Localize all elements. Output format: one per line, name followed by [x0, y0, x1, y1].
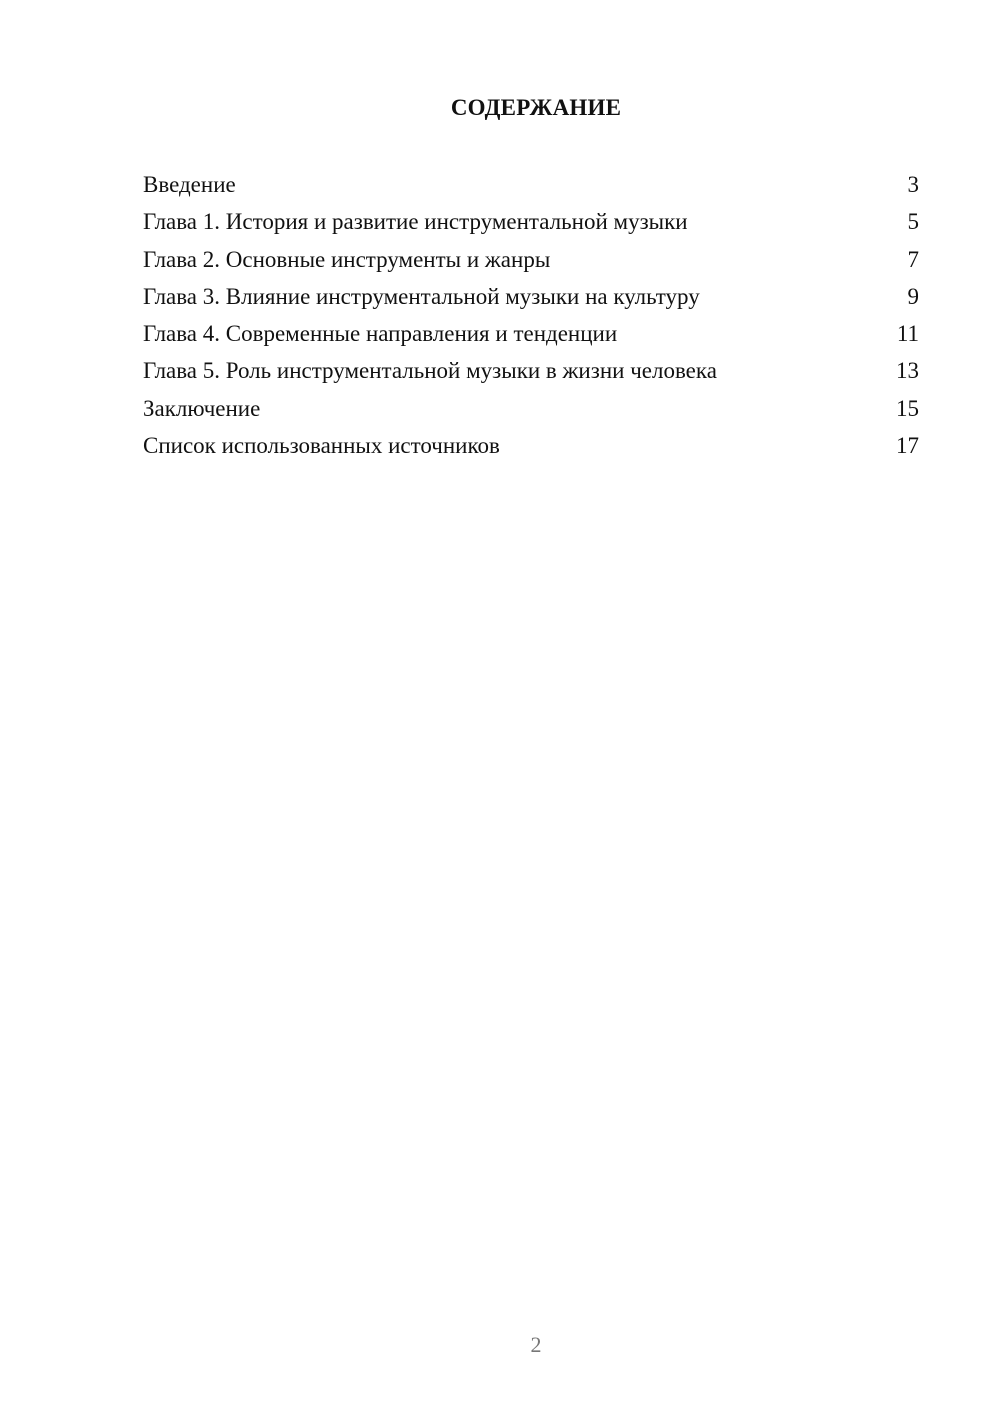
- toc-entry-chapter-3: [143, 282, 919, 319]
- toc-entry-page: 17: [896, 433, 919, 459]
- toc-entry-chapter-5: [143, 356, 919, 393]
- toc-entry-label: Глава 4. Современные направления и тенденции: [143, 321, 618, 347]
- toc-entry-page: 13: [896, 358, 919, 384]
- toc-entry-introduction: [143, 170, 919, 207]
- toc-entry-label: Введение: [143, 172, 236, 197]
- toc-entry-page: 3: [907, 172, 919, 197]
- toc-entry-chapter-1: [143, 207, 919, 244]
- toc-entry-conclusion: [143, 394, 919, 431]
- toc-entry-chapter-2: [143, 245, 919, 282]
- page-title: СОДЕРЖАНИЕ: [450, 95, 622, 120]
- toc-entry-label: Список использованных источников: [143, 433, 500, 459]
- toc-entry-label: Заключение: [143, 395, 261, 421]
- toc-entry-references: [143, 431, 919, 468]
- table-of-contents: [143, 170, 919, 468]
- toc-entry-label: Глава 5. Роль инструментальной музыки в жизни человека: [143, 358, 717, 384]
- toc-entry-page: 7: [907, 246, 919, 272]
- toc-entry-page: 9: [907, 283, 919, 309]
- toc-entry-label: Глава 2. Основные инструменты и жанры: [143, 246, 551, 272]
- toc-entry-page: 11: [896, 321, 919, 347]
- toc-entry-page: 5: [907, 209, 919, 235]
- toc-entry-chapter-4: [143, 319, 919, 356]
- page-number: 2: [530, 1332, 542, 1357]
- toc-entry-label: Глава 3. Влияние инструментальной музыки на культуру: [143, 283, 700, 309]
- toc-entry-page: 15: [896, 395, 919, 421]
- toc-entry-label: Глава 1. История и развитие инструментальной музыки: [143, 209, 688, 235]
